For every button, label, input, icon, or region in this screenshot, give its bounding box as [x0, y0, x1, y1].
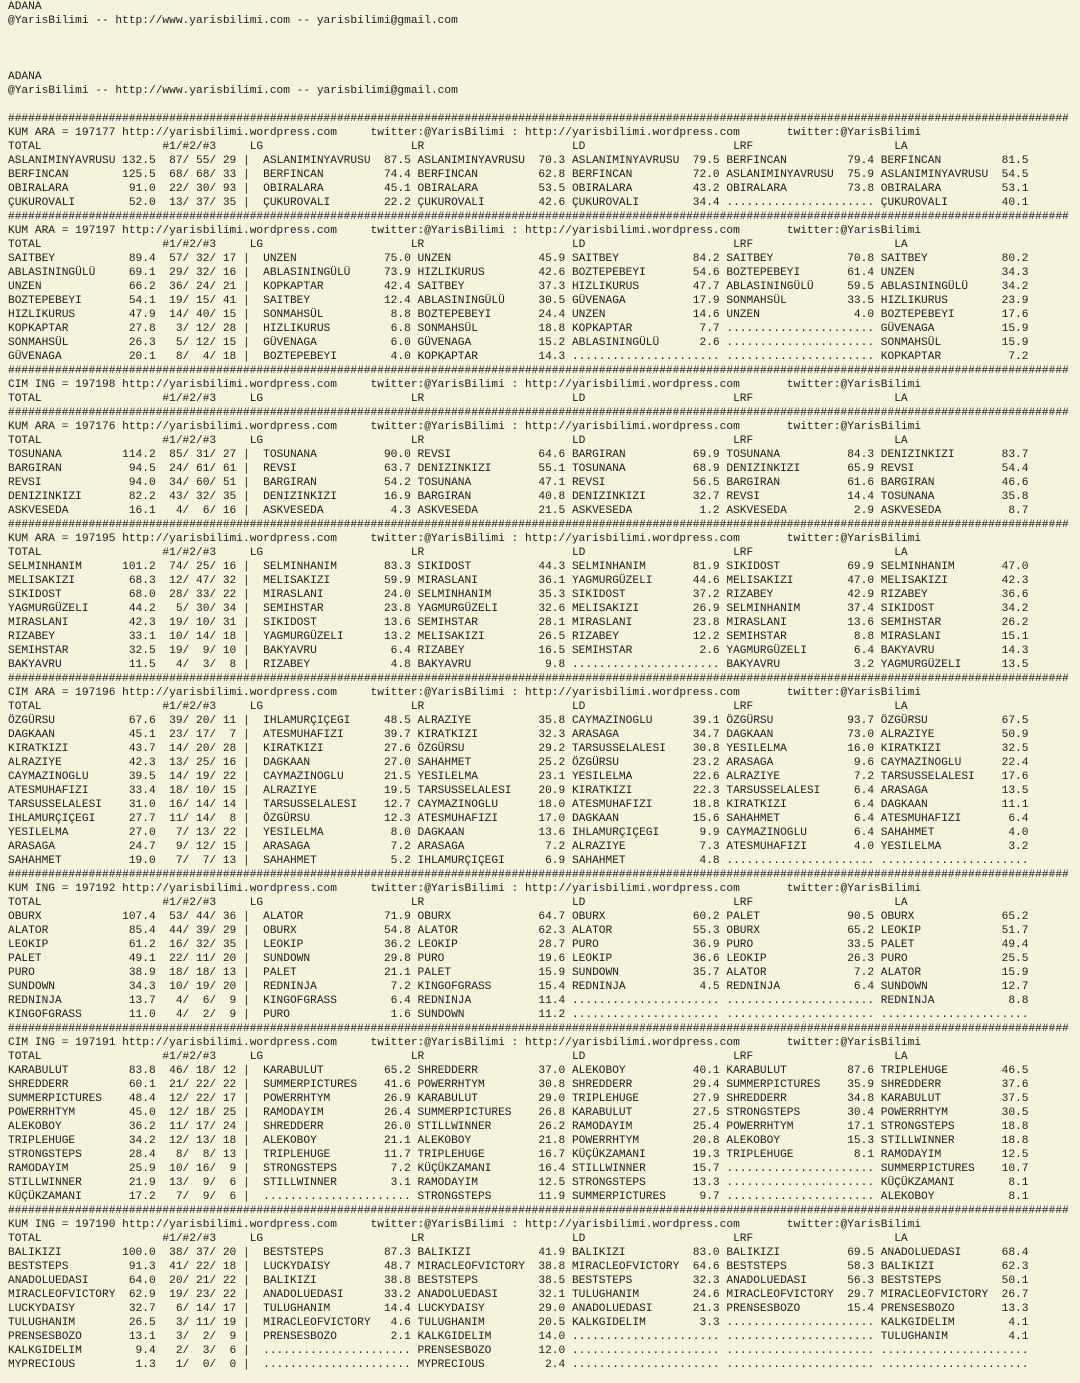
horse-row: TOSUNANA 114.2 85/ 31/ 27 | TOSUNANA 90.0 REVSI 64.6 BARGIRAN 69.9 TOSUNANA 84.3 DENIZINKIZI 83.7 [8, 449, 1029, 461]
horse-row: SHREDDERR 60.1 21/ 22/ 22 | SUMMERPICTURES 41.6 POWERRHTYM 30.8 SHREDDERR 29.4 SUMMERPICTURES 35.9 SHREDDERR 37.6 [8, 1079, 1029, 1091]
horse-row: KÜÇÜKZAMANI 17.2 7/ 9/ 6 | ...................... STRONGSTEPS 11.9 SUMMERPICTURES 9.7 ...................... ALEKOBOY 8.1 [8, 1191, 1029, 1203]
race-header: KUM ARA = 197195 http://yarisbilimi.wordpress.com twitter:@YarisBilimi : http://yarisbilimi.wordpress.com twitter:@YarisBilimi [8, 533, 922, 545]
blank-line [8, 28, 1069, 42]
race-header: CIM ING = 197191 http://yarisbilimi.wordpress.com twitter:@YarisBilimi : http://yarisbilimi.wordpress.com twitter:@YarisBilimi [8, 1037, 922, 1049]
horse-row: BARGIRAN 94.5 24/ 61/ 61 | REVSI 63.7 DENIZINKIZI 55.1 TOSUNANA 68.9 DENIZINKIZI 65.9 REVSI 54.4 [8, 463, 1029, 475]
horse-row: DENIZINKIZI 82.2 43/ 32/ 35 | DENIZINKIZI 16.9 BARGIRAN 40.8 DENIZINKIZI 32.7 REVSI 14.4 TOSUNANA 35.8 [8, 491, 1029, 503]
horse-row: SIKIDOST 68.0 28/ 33/ 22 | MIRASLANI 24.0 SELMINHANIM 35.3 SIKIDOST 37.2 RIZABEY 42.9 RIZABEY 36.6 [8, 589, 1029, 601]
blank-line [8, 56, 1069, 70]
race-header: CIM ING = 197198 http://yarisbilimi.wordpress.com twitter:@YarisBilimi : http://yarisbilimi.wordpress.com twitter:@YarisBilimi [8, 379, 922, 391]
section-divider: ############################################################################################################################################################## [8, 519, 1069, 531]
horse-row: MIRACLEOFVICTORY 62.9 19/ 23/ 22 | ANADOLUEDASI 33.2 ANADOLUEDASI 32.1 TULUGHANIM 24.6 MIRACLEOFVICTORY 29.7 MIRACLEOFVICTORY 26.7 [8, 1289, 1029, 1301]
horse-row: TRIPLEHUGE 34.2 12/ 13/ 18 | ALEKOBOY 21.1 ALEKOBOY 21.8 POWERRHTYM 20.8 ALEKOBOY 15.3 STILLWINNER 18.8 [8, 1135, 1029, 1147]
horse-row: IHLAMURÇIÇEGI 27.7 11/ 14/ 8 | ÖZGÜRSU 12.3 ATESMUHAFIZI 17.0 DAGKAAN 15.6 SAHAHMET 6.4 ATESMUHAFIZI 6.4 [8, 813, 1029, 825]
horse-row: ANADOLUEDASI 64.0 20/ 21/ 22 | BALIKIZI 38.8 BESTSTEPS 38.5 BESTSTEPS 32.3 ANADOLUEDASI 56.3 BESTSTEPS 50.1 [8, 1275, 1029, 1287]
race-header: KUM ARA = 197176 http://yarisbilimi.wordpress.com twitter:@YarisBilimi : http://yarisbilimi.wordpress.com twitter:@YarisBilimi [8, 421, 922, 433]
horse-row: SELMINHANIM 101.2 74/ 25/ 16 | SELMINHANIM 83.3 SIKIDOST 44.3 SELMINHANIM 81.9 SIKIDOST 69.9 SELMINHANIM 47.0 [8, 561, 1029, 573]
race-header: CIM ARA = 197196 http://yarisbilimi.wordpress.com twitter:@YarisBilimi : http://yarisbilimi.wordpress.com twitter:@YarisBilimi [8, 687, 922, 699]
horse-row: TARSUSSELALESI 31.0 16/ 14/ 14 | TARSUSSELALESI 12.7 CAYMAZINOGLU 18.0 ATESMUHAFIZI 18.8 KIRATKIZI 6.4 DAGKAAN 11.1 [8, 799, 1029, 811]
horse-row: OBURX 107.4 53/ 44/ 36 | ALATOR 71.9 OBURX 64.7 OBURX 60.2 PALET 90.5 OBURX 65.2 [8, 911, 1029, 923]
column-header: TOTAL #1/#2/#3 LG LR LD LRF LA [8, 547, 908, 559]
horse-row: MIRASLANI 42.3 19/ 10/ 31 | SIKIDOST 13.6 SEMIHSTAR 28.1 MIRASLANI 23.8 MIRASLANI 13.6 SEMIHSTAR 26.2 [8, 617, 1029, 629]
column-header: TOTAL #1/#2/#3 LG LR LD LRF LA [8, 239, 908, 251]
horse-row: SONMAHSÜL 26.3 5/ 12/ 15 | GÜVENAGA 6.0 GÜVENAGA 15.2 ABLASININGÜLÜ 2.6 ...................... SONMAHSÜL 15.9 [8, 337, 1029, 349]
horse-row: ARASAGA 24.7 9/ 12/ 15 | ARASAGA 7.2 ARASAGA 7.2 ALRAZIYE 7.3 ATESMUHAFIZI 4.0 YESILELMA 3.2 [8, 841, 1029, 853]
horse-row: RAMODAYIM 25.9 10/ 16/ 9 | STRONGSTEPS 7.2 KÜÇÜKZAMANI 16.4 STILLWINNER 15.7 ...................... SUMMERPICTURES 10.7 [8, 1163, 1029, 1175]
horse-row: KALKGIDELIM 9.4 2/ 3/ 6 | ...................... PRENSESBOZO 12.0 ...................... ...................... ...................... [8, 1345, 1029, 1357]
horse-row: BOZTEPEBEYI 54.1 19/ 15/ 41 | SAITBEY 12.4 ABLASININGÜLÜ 30.5 GÜVENAGA 17.9 SONMAHSÜL 33.5 HIZLIKURUS 23.9 [8, 295, 1029, 307]
horse-row: ÇUKUROVALI 52.0 13/ 37/ 35 | ÇUKUROVALI 22.2 ÇUKUROVALI 42.6 ÇUKUROVALI 34.4 ...................... ÇUKUROVALI 40.1 [8, 197, 1029, 209]
horse-row: CAYMAZINOGLU 39.5 14/ 19/ 22 | CAYMAZINOGLU 21.5 YESILELMA 23.1 YESILELMA 22.6 ALRAZIYE 7.2 TARSUSSELALESI 17.6 [8, 771, 1029, 783]
race-report-document [8, 0, 1069, 1372]
column-header: TOTAL #1/#2/#3 LG LR LD LRF LA [8, 897, 908, 909]
horse-row: SAITBEY 89.4 57/ 32/ 17 | UNZEN 75.0 UNZEN 45.9 SAITBEY 84.2 SAITBEY 70.8 SAITBEY 80.2 [8, 253, 1029, 265]
column-header: TOTAL #1/#2/#3 LG LR LD LRF LA [8, 701, 908, 713]
column-header: TOTAL #1/#2/#3 LG LR LD LRF LA [8, 141, 908, 153]
horse-row: ÖZGÜRSU 67.6 39/ 20/ 11 | IHLAMURÇIÇEGI 48.5 ALRAZIYE 35.8 CAYMAZINOGLU 39.1 ÖZGÜRSU 93.7 ÖZGÜRSU 67.5 [8, 715, 1029, 727]
horse-row: ALATOR 85.4 44/ 39/ 29 | OBURX 54.8 ALATOR 62.3 ALATOR 55.3 OBURX 65.2 LEOKIP 51.7 [8, 925, 1029, 937]
section-divider: ############################################################################################################################################################## [8, 113, 1069, 125]
section-divider: ############################################################################################################################################################## [8, 211, 1069, 223]
horse-row: BAKYAVRU 11.5 4/ 3/ 8 | RIZABEY 4.8 BAKYAVRU 9.8 ...................... BAKYAVRU 3.2 YAGMURGÜZELI 13.5 [8, 659, 1029, 671]
horse-row: SUNDOWN 34.3 10/ 19/ 20 | REDNINJA 7.2 KINGOFGRASS 15.4 REDNINJA 4.5 REDNINJA 6.4 SUNDOWN 12.7 [8, 981, 1029, 993]
contact-line: @YarisBilimi -- http://www.yarisbilimi.com -- yarisbilimi@gmail.com [8, 15, 458, 27]
horse-row: YESILELMA 27.0 7/ 13/ 22 | YESILELMA 8.0 DAGKAAN 13.6 IHLAMURÇIÇEGI 9.9 CAYMAZINOGLU 6.4 SAHAHMET 4.0 [8, 827, 1029, 839]
horse-row: BERFINCAN 125.5 68/ 68/ 33 | BERFINCAN 74.4 BERFINCAN 62.8 BERFINCAN 72.0 ASLANIMINYAVRUSU 75.9 ASLANIMINYAVRUSU 54.5 [8, 169, 1029, 181]
horse-row: ATESMUHAFIZI 33.4 18/ 10/ 15 | ALRAZIYE 19.5 TARSUSSELALESI 20.9 KIRATKIZI 22.3 TARSUSSELALESI 6.4 ARASAGA 13.5 [8, 785, 1029, 797]
horse-row: MYPRECIOUS 1.3 1/ 0/ 0 | ...................... MYPRECIOUS 2.4 ...................... ...................... ...................... [8, 1359, 1029, 1371]
horse-row: TULUGHANIM 26.5 3/ 11/ 19 | MIRACLEOFVICTORY 4.6 TULUGHANIM 20.5 KALKGIDELIM 3.3 ...................... KALKGIDELIM 4.1 [8, 1317, 1029, 1329]
horse-row: OBIRALARA 91.0 22/ 30/ 93 | OBIRALARA 45.1 OBIRALARA 53.5 OBIRALARA 43.2 OBIRALARA 73.8 OBIRALARA 53.1 [8, 183, 1029, 195]
column-header: TOTAL #1/#2/#3 LG LR LD LRF LA [8, 1051, 908, 1063]
section-divider: ############################################################################################################################################################## [8, 1205, 1069, 1217]
horse-row: MELISAKIZI 68.3 12/ 47/ 32 | MELISAKIZI 59.9 MIRASLANI 36.1 YAGMURGÜZELI 44.6 MELISAKIZI 47.0 MELISAKIZI 42.3 [8, 575, 1029, 587]
section-divider: ############################################################################################################################################################## [8, 407, 1069, 419]
horse-row: RIZABEY 33.1 10/ 14/ 18 | YAGMURGÜZELI 13.2 MELISAKIZI 26.5 RIZABEY 12.2 SEMIHSTAR 8.8 MIRASLANI 15.1 [8, 631, 1029, 643]
horse-row: ASLANIMINYAVRUSU 132.5 87/ 55/ 29 | ASLANIMINYAVRUSU 87.5 ASLANIMINYAVRUSU 70.3 ASLANIMINYAVRUSU 79.5 BERFINCAN 79.4 BERFINCAN 81.5 [8, 155, 1029, 167]
column-header: TOTAL #1/#2/#3 LG LR LD LRF LA [8, 1233, 908, 1245]
race-header: KUM ING = 197192 http://yarisbilimi.wordpress.com twitter:@YarisBilimi : http://yarisbilimi.wordpress.com twitter:@YarisBilimi [8, 883, 922, 895]
horse-row: KIRATKIZI 43.7 14/ 20/ 28 | KIRATKIZI 27.6 ÖZGÜRSU 29.2 TARSUSSELALESI 30.8 YESILELMA 16.0 KIRATKIZI 32.5 [8, 743, 1029, 755]
horse-row: PURO 38.9 18/ 18/ 13 | PALET 21.1 PALET 15.9 SUNDOWN 35.7 ALATOR 7.2 ALATOR 15.9 [8, 967, 1029, 979]
horse-row: LEOKIP 61.2 16/ 32/ 35 | LEOKIP 36.2 LEOKIP 28.7 PURO 36.9 PURO 33.5 PALET 49.4 [8, 939, 1029, 951]
horse-row: SEMIHSTAR 32.5 19/ 9/ 10 | BAKYAVRU 6.4 RIZABEY 16.5 SEMIHSTAR 2.6 YAGMURGÜZELI 6.4 BAKYAVRU 14.3 [8, 645, 1029, 657]
horse-row: GÜVENAGA 20.1 8/ 4/ 18 | BOZTEPEBEYI 4.0 KOPKAPTAR 14.3 ...................... ...................... KOPKAPTAR 7.2 [8, 351, 1029, 363]
horse-row: REDNINJA 13.7 4/ 6/ 9 | KINGOFGRASS 6.4 REDNINJA 11.4 ...................... ...................... REDNINJA 8.8 [8, 995, 1029, 1007]
column-header: TOTAL #1/#2/#3 LG LR LD LRF LA [8, 393, 908, 405]
section-divider: ############################################################################################################################################################## [8, 869, 1069, 881]
horse-row: PRENSESBOZO 13.1 3/ 2/ 9 | PRENSESBOZO 2.1 KALKGIDELIM 14.0 ...................... ...................... TULUGHANIM 4.1 [8, 1331, 1029, 1343]
city-title: ADANA [8, 1, 42, 13]
horse-row: BALIKIZI 100.0 38/ 37/ 20 | BESTSTEPS 87.3 BALIKIZI 41.9 BALIKIZI 83.0 BALIKIZI 69.5 ANADOLUEDASI 68.4 [8, 1247, 1029, 1259]
horse-row: REVSI 94.0 34/ 60/ 51 | BARGIRAN 54.2 TOSUNANA 47.1 REVSI 56.5 BARGIRAN 61.6 BARGIRAN 46.6 [8, 477, 1029, 489]
horse-row: ABLASININGÜLÜ 69.1 29/ 32/ 16 | ABLASININGÜLÜ 73.9 HIZLIKURUS 42.6 BOZTEPEBEYI 54.6 BOZTEPEBEYI 61.4 UNZEN 34.3 [8, 267, 1029, 279]
city-title: ADANA [8, 71, 42, 83]
blank-line [8, 98, 1069, 112]
horse-row: BESTSTEPS 91.3 41/ 22/ 18 | LUCKYDAISY 48.7 MIRACLEOFVICTORY 38.8 MIRACLEOFVICTORY 64.6 BESTSTEPS 58.3 BALIKIZI 62.3 [8, 1261, 1029, 1273]
horse-row: PALET 49.1 22/ 11/ 20 | SUNDOWN 29.8 PURO 19.6 LEOKIP 36.6 LEOKIP 26.3 PURO 25.5 [8, 953, 1029, 965]
horse-row: KARABULUT 83.8 46/ 18/ 12 | KARABULUT 65.2 SHREDDERR 37.0 ALEKOBOY 40.1 KARABULUT 87.6 TRIPLEHUGE 46.5 [8, 1065, 1029, 1077]
contact-line: @YarisBilimi -- http://www.yarisbilimi.com -- yarisbilimi@gmail.com [8, 85, 458, 97]
horse-row: POWERRHTYM 45.0 12/ 18/ 25 | RAMODAYIM 26.4 SUMMERPICTURES 26.8 KARABULUT 27.5 STRONGSTEPS 30.4 POWERRHTYM 30.5 [8, 1107, 1029, 1119]
horse-row: ALEKOBOY 36.2 11/ 17/ 24 | SHREDDERR 26.0 STILLWINNER 26.2 RAMODAYIM 25.4 POWERRHTYM 17.1 STRONGSTEPS 18.8 [8, 1121, 1029, 1133]
horse-row: YAGMURGÜZELI 44.2 5/ 30/ 34 | SEMIHSTAR 23.8 YAGMURGÜZELI 32.6 MELISAKIZI 26.9 SELMINHANIM 37.4 SIKIDOST 34.2 [8, 603, 1029, 615]
horse-row: SAHAHMET 19.0 7/ 7/ 13 | SAHAHMET 5.2 IHLAMURÇIÇEGI 6.9 SAHAHMET 4.8 ...................... ...................... [8, 855, 1029, 867]
race-header: KUM ARA = 197197 http://yarisbilimi.wordpress.com twitter:@YarisBilimi : http://yarisbilimi.wordpress.com twitter:@YarisBilimi [8, 225, 922, 237]
horse-row: STILLWINNER 21.9 13/ 9/ 6 | STILLWINNER 3.1 RAMODAYIM 12.5 STRONGSTEPS 13.3 ...................... KÜÇÜKZAMANI 8.1 [8, 1177, 1029, 1189]
horse-row: SUMMERPICTURES 48.4 12/ 22/ 17 | POWERRHTYM 26.9 KARABULUT 29.0 TRIPLEHUGE 27.9 SHREDDERR 34.8 KARABULUT 37.5 [8, 1093, 1029, 1105]
horse-row: KINGOFGRASS 11.0 4/ 2/ 9 | PURO 1.6 SUNDOWN 11.2 ...................... ...................... ...................... [8, 1009, 1029, 1021]
horse-row: KOPKAPTAR 27.8 3/ 12/ 28 | HIZLIKURUS 6.8 SONMAHSÜL 18.8 KOPKAPTAR 7.7 ...................... GÜVENAGA 15.9 [8, 323, 1029, 335]
horse-row: STRONGSTEPS 28.4 8/ 8/ 13 | TRIPLEHUGE 11.7 TRIPLEHUGE 16.7 KÜÇÜKZAMANI 19.3 TRIPLEHUGE 8.1 RAMODAYIM 12.5 [8, 1149, 1029, 1161]
section-divider: ############################################################################################################################################################## [8, 673, 1069, 685]
horse-row: UNZEN 66.2 36/ 24/ 21 | KOPKAPTAR 42.4 SAITBEY 37.3 HIZLIKURUS 47.7 ABLASININGÜLÜ 59.5 ABLASININGÜLÜ 34.2 [8, 281, 1029, 293]
race-header: KUM ARA = 197177 http://yarisbilimi.wordpress.com twitter:@YarisBilimi : http://yarisbilimi.wordpress.com twitter:@YarisBilimi [8, 127, 922, 139]
section-divider: ############################################################################################################################################################## [8, 365, 1069, 377]
horse-row: ASKVESEDA 16.1 4/ 6/ 16 | ASKVESEDA 4.3 ASKVESEDA 21.5 ASKVESEDA 1.2 ASKVESEDA 2.9 ASKVESEDA 8.7 [8, 505, 1029, 517]
horse-row: DAGKAAN 45.1 23/ 17/ 7 | ATESMUHAFIZI 39.7 KIRATKIZI 32.3 ARASAGA 34.7 DAGKAAN 73.0 ALRAZIYE 50.9 [8, 729, 1029, 741]
horse-row: HIZLIKURUS 47.9 14/ 40/ 15 | SONMAHSÜL 8.8 BOZTEPEBEYI 24.4 UNZEN 14.6 UNZEN 4.0 BOZTEPEBEYI 17.6 [8, 309, 1029, 321]
section-divider: ############################################################################################################################################################## [8, 1023, 1069, 1035]
horse-row: ALRAZIYE 42.3 13/ 25/ 16 | DAGKAAN 27.0 SAHAHMET 25.2 ÖZGÜRSU 23.2 ARASAGA 9.6 CAYMAZINOGLU 22.4 [8, 757, 1029, 769]
column-header: TOTAL #1/#2/#3 LG LR LD LRF LA [8, 435, 908, 447]
race-header: KUM ING = 197190 http://yarisbilimi.wordpress.com twitter:@YarisBilimi : http://yarisbilimi.wordpress.com twitter:@YarisBilimi [8, 1219, 922, 1231]
blank-line [8, 42, 1069, 56]
horse-row: LUCKYDAISY 32.7 6/ 14/ 17 | TULUGHANIM 14.4 LUCKYDAISY 29.0 ANADOLUEDASI 21.3 PRENSESBOZO 15.4 PRENSESBOZO 13.3 [8, 1303, 1029, 1315]
